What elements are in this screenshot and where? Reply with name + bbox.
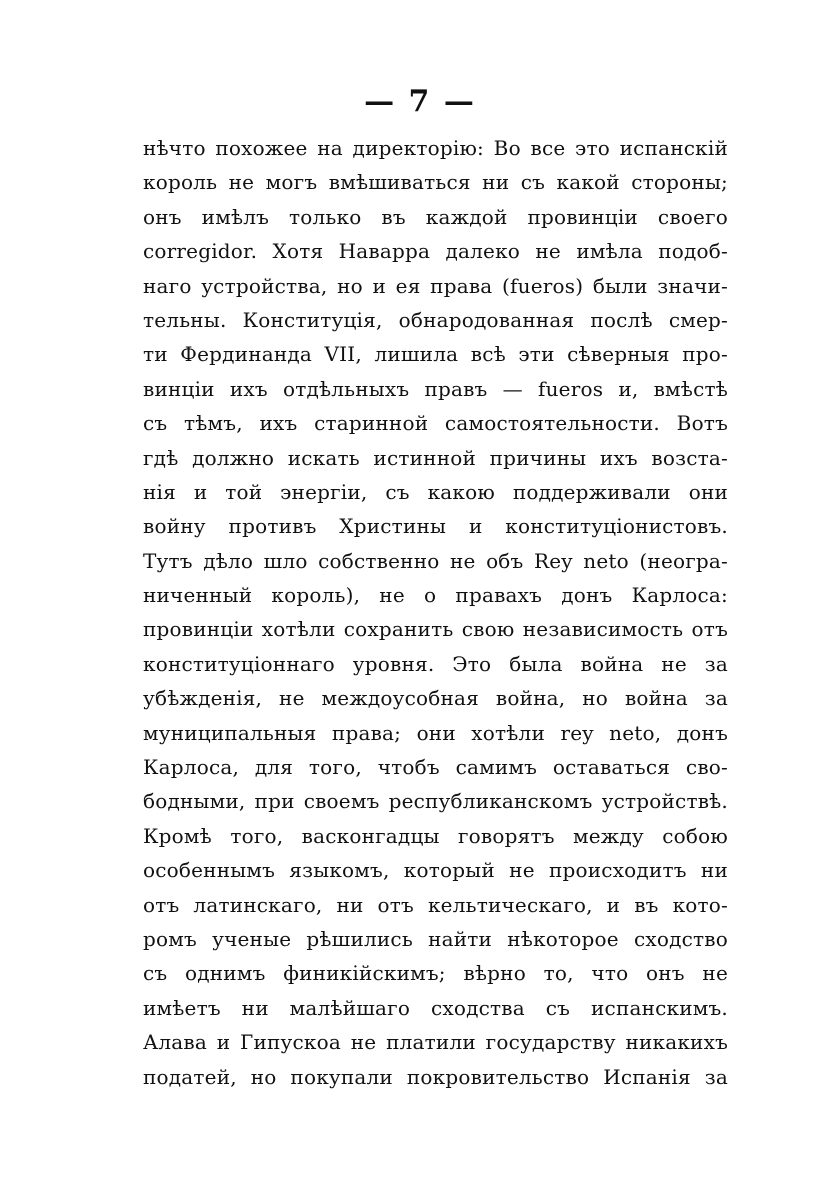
text-line: король не могъ вмѣшиваться ни съ какой стороны; [143,170,728,195]
text-line: Алава и Гипускоа не платили государству никакихъ [143,1030,728,1055]
body-text [143,131,728,1094]
text-line: бодными, при своемъ республиканскомъ устройствѣ. [143,789,728,814]
text-line: съ тѣмъ, ихъ старинной самостоятельности. Вотъ [143,411,728,436]
text-line: убѣжденія, не междоусобная война, но война за [143,686,728,711]
text-line: имѣетъ ни малѣйшаго сходства съ испанскимъ. [143,995,728,1020]
text-line: нія и той энергіи, съ какою поддерживали они [143,479,728,504]
text-line: ромъ ученые рѣшились найти нѣкоторое сходство [143,926,728,951]
text-line: Кромѣ того, васконгадцы говорятъ между собою [143,823,728,848]
page-number: — 7 — [364,84,476,119]
text-line: онъ имѣлъ только въ каждой провинціи своего [143,204,728,229]
text-line: винціи ихъ отдѣльныхъ правъ — fueros и, вмѣстѣ [143,376,728,401]
text-line: провинціи хотѣли сохранить свою независимость отъ [143,617,728,642]
text-line: муниципальныя права; они хотѣли rey neto, донъ [143,720,728,745]
text-line: ниченный король), не о правахъ донъ Карлоса: [143,583,728,608]
text-line: наго устройства, но и ея права (fueros) были значи- [143,273,728,298]
text-line: ти Фердинанда VII, лишила всѣ эти сѣверныя про- [143,342,728,367]
text-line: особеннымъ языкомъ, который не происходитъ ни [143,858,728,883]
text-line: гдѣ должно искать истинной причины ихъ возста- [143,445,728,470]
text-line: отъ латинскаго, ни отъ кельтическаго, и въ кото- [143,892,728,917]
text-line: нѣчто похожее на директорію: Во все это испанскій [143,136,728,160]
text-line: войну противъ Христины и конституціонистовъ. [143,514,728,539]
text-line: съ однимъ финикійскимъ; вѣрно то, что онъ не [143,961,728,986]
text-line: податей, но покупали покровительство Испанія за [143,1064,728,1089]
text-line: тельны. Конституція, обнародованная послѣ смер- [143,307,728,332]
text-line: Карлоса, для того, чтобъ самимъ оставаться сво- [143,755,728,780]
text-line: конституціоннаго уровня. Это была война не за [143,651,728,676]
text-line: corregidor. Хотя Наварра далеко не имѣла подоб- [143,239,728,264]
text-line: Тутъ дѣло шло собственно не объ Rey neto (неогра- [143,548,728,573]
